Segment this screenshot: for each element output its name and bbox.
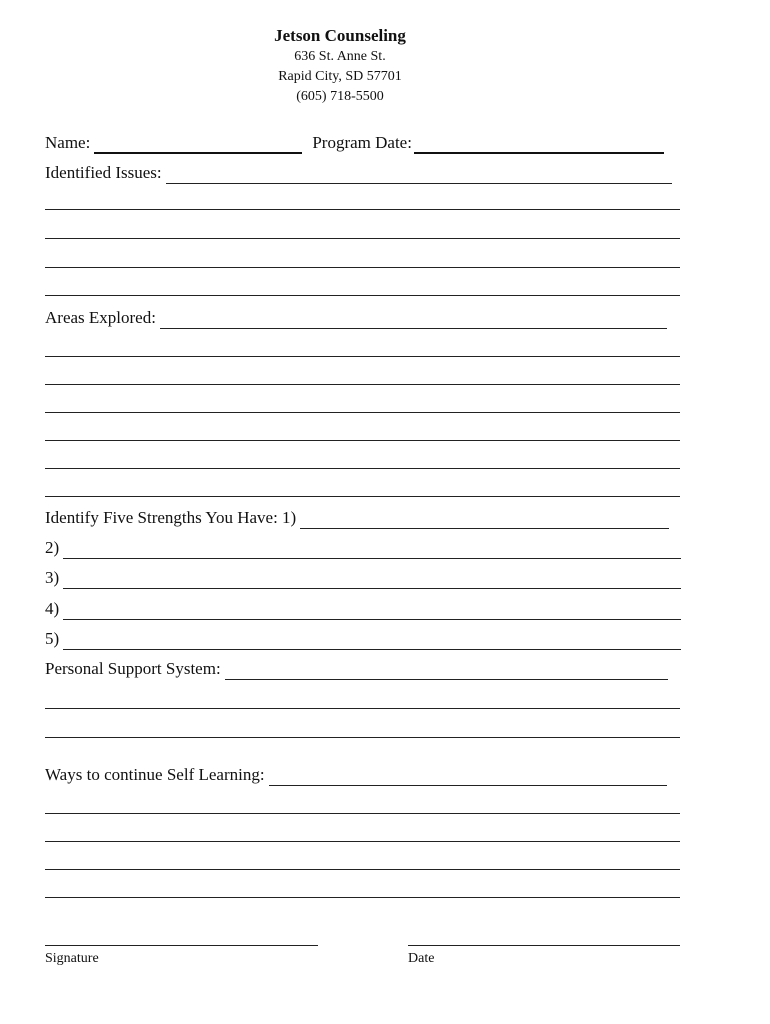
program-date-label: Program Date: (312, 133, 412, 152)
strengths-row-5 (45, 628, 681, 650)
identified-issues-label: Identified Issues: (45, 163, 162, 182)
signature-line[interactable] (45, 945, 318, 946)
program-date-field[interactable] (414, 134, 664, 154)
self-learning-label: Ways to continue Self Learning: (45, 765, 265, 784)
strength-2-label: 2) (45, 538, 60, 557)
strength-5-field[interactable] (63, 631, 681, 650)
self-learning-line-4[interactable] (45, 897, 680, 898)
identified-issues-line-4[interactable] (45, 295, 680, 296)
areas-explored-row (45, 307, 667, 329)
phone-number: (605) 718-5500 (296, 89, 384, 104)
self-learning-line-3[interactable] (45, 869, 680, 870)
areas-explored-field[interactable] (160, 310, 667, 329)
organization-name: Jetson Counseling (274, 26, 406, 45)
date-line[interactable] (408, 945, 680, 946)
name-date-row (45, 132, 664, 154)
strength-5-label: 5) (45, 629, 60, 648)
support-system-row (45, 658, 668, 680)
self-learning-row (45, 764, 667, 786)
date-label: Date (408, 951, 435, 966)
strength-4-field[interactable] (63, 601, 681, 620)
areas-explored-line-2[interactable] (45, 384, 680, 385)
support-system-field[interactable] (225, 661, 668, 680)
identified-issues-line-1[interactable] (45, 209, 680, 210)
areas-explored-line-5[interactable] (45, 468, 680, 469)
strengths-row-4 (45, 598, 681, 620)
areas-explored-line-6[interactable] (45, 496, 680, 497)
areas-explored-line-4[interactable] (45, 440, 680, 441)
signature-label: Signature (45, 951, 99, 966)
strengths-row-3 (45, 567, 681, 589)
areas-explored-line-1[interactable] (45, 356, 680, 357)
strengths-label: Identify Five Strengths You Have: 1) (45, 508, 297, 527)
self-learning-field[interactable] (269, 767, 667, 786)
self-learning-line-1[interactable] (45, 813, 680, 814)
strength-1-field[interactable] (300, 510, 669, 529)
identified-issues-field[interactable] (166, 165, 672, 184)
name-label: Name: (45, 133, 91, 152)
support-system-line-2[interactable] (45, 737, 680, 738)
address-line-2: Rapid City, SD 57701 (278, 69, 402, 84)
areas-explored-line-3[interactable] (45, 412, 680, 413)
address-line-1: 636 St. Anne St. (294, 49, 386, 64)
strength-3-label: 3) (45, 568, 60, 587)
strengths-row-2 (45, 537, 681, 559)
areas-explored-label: Areas Explored: (45, 308, 156, 327)
identified-issues-line-3[interactable] (45, 267, 680, 268)
support-system-line-1[interactable] (45, 708, 680, 709)
self-learning-line-2[interactable] (45, 841, 680, 842)
identified-issues-row (45, 162, 672, 184)
name-field[interactable] (94, 134, 302, 154)
identified-issues-line-2[interactable] (45, 238, 680, 239)
strength-4-label: 4) (45, 599, 60, 618)
strength-3-field[interactable] (63, 570, 681, 589)
strengths-row-1 (45, 507, 669, 529)
strength-2-field[interactable] (63, 540, 681, 559)
support-system-label: Personal Support System: (45, 659, 221, 678)
